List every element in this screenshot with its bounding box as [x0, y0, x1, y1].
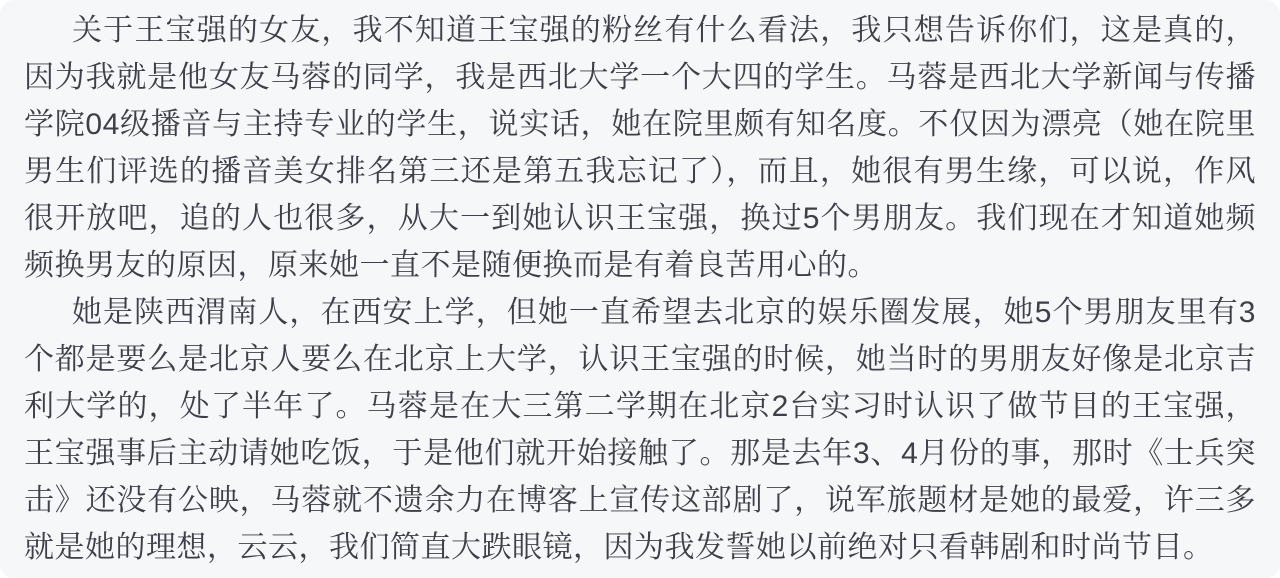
paragraph-2: 她是陕西渭南人，在西安上学，但她一直希望去北京的娱乐圈发展，她5个男朋友里有3个都是要么是北京人要么在北京上大学，认识王宝强的时候，她当时的男朋友好像是北京吉利大学的，处了半年了。马蓉是在大三第二学期在北京2台实习时认识了做节目的王宝强，王宝强事后主动请她吃饭，于是他们就开始接触了。那是去年3、4月份的事，那时《士兵突击》还没有公映，马蓉就不遗余力在博客上宣传这部剧了，说军旅题材是她的最爱，许三多就是她的理想，云云，我们简直大跌眼镜，因为我发誓她以前绝对只看韩剧和时尚节目。	[24, 296, 1256, 564]
paragraph-1: 关于王宝强的女友，我不知道王宝强的粉丝有什么看法，我只想告诉你们，这是真的，因为我就是他女友马蓉的同学，我是西北大学一个大四的学生。马蓉是西北大学新闻与传播学院04级播音与主持专业的学生，说实话，她在院里颇有知名度。不仅因为漂亮（她在院里男生们评选的播音美女排名第三还是第五我忘记了），而且，她很有男生缘，可以说，作风很开放吧，追的人也很多，从大一到她认识王宝强，换过5个男朋友。我们现在才知道她频频换男友的原因，原来她一直不是随便换而是有着良苦用心的。	[24, 14, 1256, 282]
